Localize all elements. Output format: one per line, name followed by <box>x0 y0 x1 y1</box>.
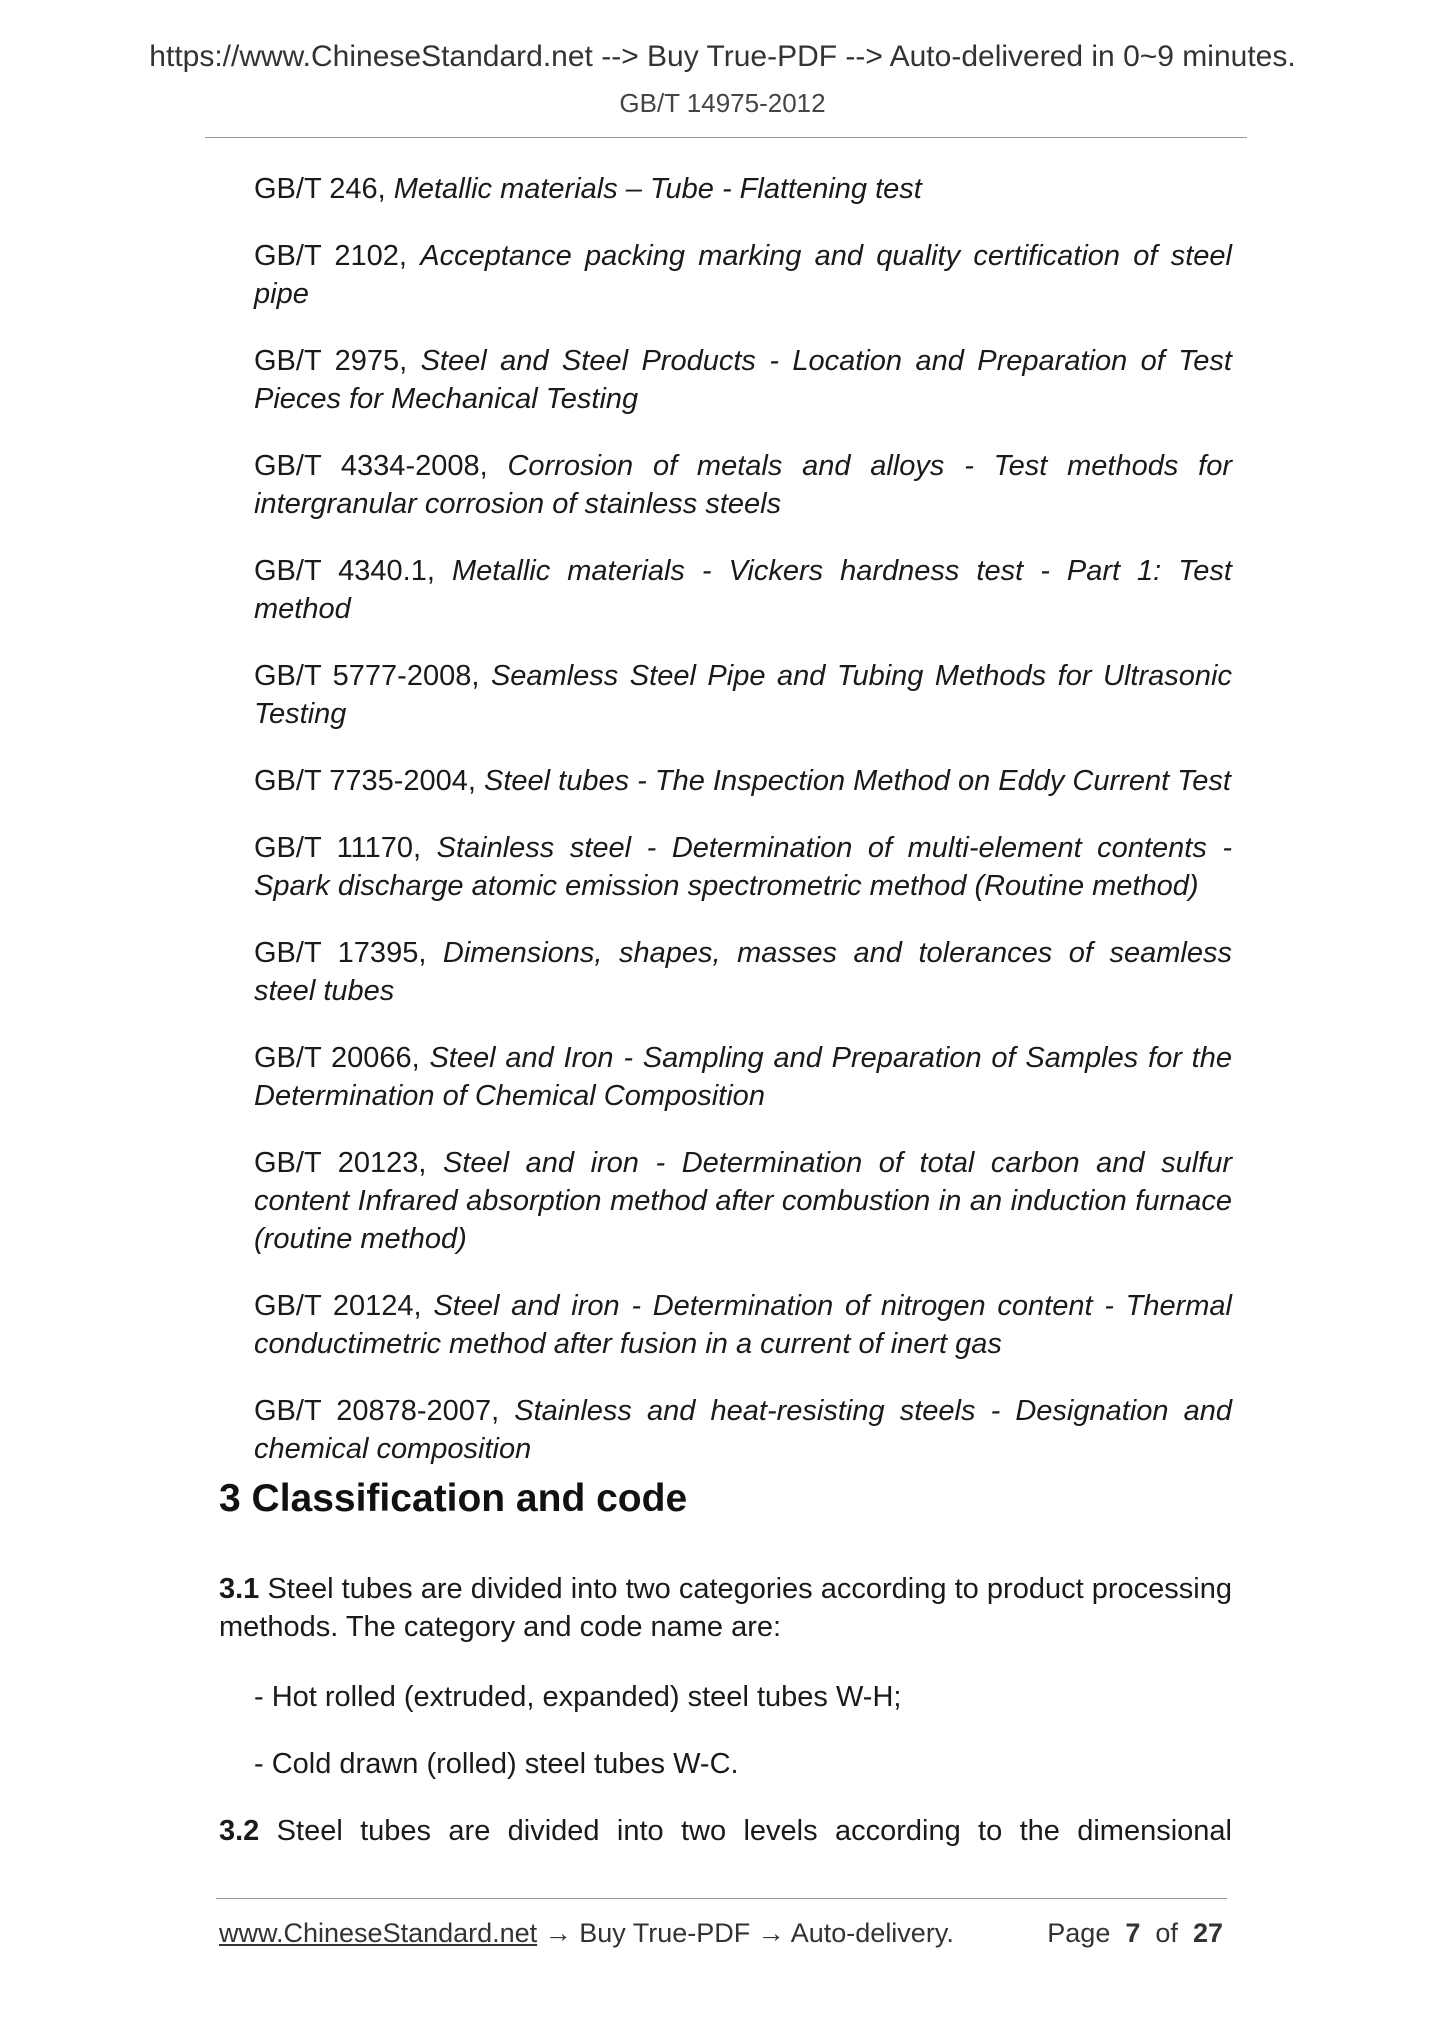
footer-promo-text: → Buy True-PDF → Auto-delivery. <box>537 1918 954 1948</box>
clause-3-2 <box>219 1812 1232 1850</box>
reference-title: Steel and iron - Determination of total carbon and sulfur content Infrared absorption method after combustion in an induction furnace (routine method) <box>254 1147 1232 1255</box>
reference-code: GB/T 2975, <box>254 345 421 377</box>
reference-code: GB/T 4340.1, <box>254 555 452 587</box>
reference-item <box>254 552 1232 628</box>
reference-code: GB/T 20124, <box>254 1290 434 1322</box>
clause-text: Steel tubes are divided into two categories according to product processing methods. The category and code name are: <box>219 1573 1232 1643</box>
current-page-number: 7 <box>1125 1918 1141 1948</box>
reference-item <box>254 1039 1232 1115</box>
reference-item <box>254 170 1232 208</box>
reference-title: Stainless and heat-resisting steels - Designation and chemical composition <box>254 1395 1232 1465</box>
page-label: Page <box>1047 1918 1111 1948</box>
clause-number: 3.1 <box>219 1573 260 1605</box>
bullet-item: - Hot rolled (extruded, expanded) steel tubes W-H; <box>254 1681 902 1713</box>
reference-code: GB/T 20878-2007, <box>254 1395 515 1427</box>
header-divider <box>205 137 1247 138</box>
footer-divider <box>216 1898 1227 1899</box>
reference-item <box>254 1287 1232 1363</box>
reference-title: Metallic materials – Tube - Flattening test <box>393 173 922 205</box>
reference-code: GB/T 7735-2004, <box>254 765 485 797</box>
reference-item <box>254 829 1232 905</box>
reference-title: Corrosion of metals and alloys - Test methods for intergranular corrosion of stainless steels <box>254 450 1232 520</box>
reference-title: Dimensions, shapes, masses and tolerances of seamless steel tubes <box>254 937 1232 1007</box>
reference-title: Steel tubes - The Inspection Method on Eddy Current Test <box>484 765 1231 797</box>
reference-code: GB/T 4334-2008, <box>254 450 508 482</box>
reference-item <box>254 934 1232 1010</box>
reference-code: GB/T 20066, <box>254 1042 430 1074</box>
reference-title: Seamless Steel Pipe and Tubing Methods for Ultrasonic Testing <box>254 660 1232 730</box>
reference-code: GB/T 11170, <box>254 832 437 864</box>
reference-item <box>254 657 1232 733</box>
total-pages: 27 <box>1192 1918 1223 1948</box>
reference-code: GB/T 17395, <box>254 937 443 969</box>
header-url-line: https://www.ChineseStandard.net --> Buy True-PDF --> Auto-delivered in 0~9 minutes. <box>149 40 1296 73</box>
reference-item <box>254 342 1232 418</box>
reference-title: Steel and iron - Determination of nitrogen content - Thermal conductimetric method after fusion in a current of inert gas <box>254 1290 1233 1360</box>
reference-title: Stainless steel - Determination of multi-element contents - Spark discharge atomic emission spectrometric method (Routine method) <box>254 832 1233 902</box>
reference-code: GB/T 5777-2008, <box>254 660 491 692</box>
header-standard-code: GB/T 14975-2012 <box>619 88 826 118</box>
clause-3-1 <box>219 1570 1232 1646</box>
reference-item <box>254 1392 1232 1468</box>
reference-title: Metallic materials - Vickers hardness test - Part 1: Test method <box>254 555 1232 625</box>
clause-text: Steel tubes are divided into two levels according to the dimensional <box>259 1815 1232 1847</box>
reference-code: GB/T 246, <box>254 173 394 205</box>
reference-item <box>254 447 1232 523</box>
footer-promo <box>219 1918 954 1949</box>
of-label: of <box>1155 1918 1178 1948</box>
normative-references-list <box>254 170 1232 1497</box>
reference-code: GB/T 20123, <box>254 1147 443 1179</box>
reference-item <box>254 1144 1232 1258</box>
clause-number: 3.2 <box>219 1815 260 1847</box>
page-indicator <box>1047 1918 1223 1949</box>
reference-title: Steel and Steel Products - Location and Preparation of Test Pieces for Mechanical Testing <box>254 345 1232 415</box>
reference-title: Acceptance packing marking and quality certification of steel pipe <box>254 240 1232 310</box>
reference-item <box>254 762 1232 800</box>
section-heading: 3 Classification and code <box>219 1477 688 1520</box>
reference-item <box>254 237 1232 313</box>
reference-title: Steel and Iron - Sampling and Preparation of Samples for the Determination of Chemical Composition <box>254 1042 1232 1112</box>
reference-code: GB/T 2102, <box>254 240 421 272</box>
bullet-item: - Cold drawn (rolled) steel tubes W-C. <box>254 1748 739 1780</box>
footer-site-link[interactable]: www.ChineseStandard.net <box>219 1918 538 1948</box>
